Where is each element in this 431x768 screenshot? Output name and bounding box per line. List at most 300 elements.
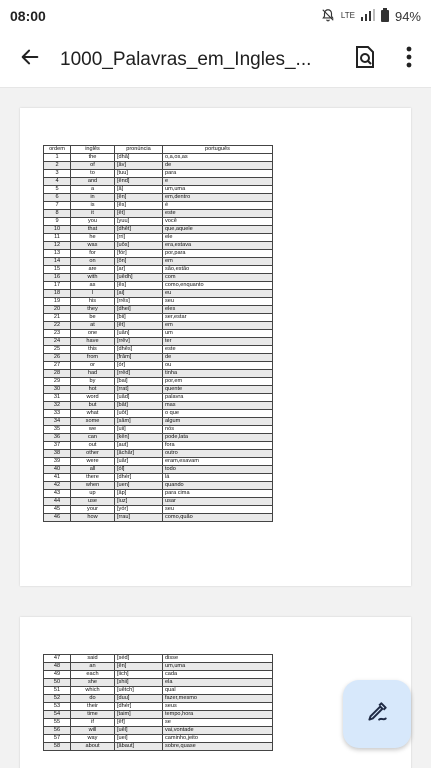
row-pronuncia: [ól] [115, 466, 163, 474]
row-ingles: there [71, 474, 115, 482]
table-row [44, 338, 273, 346]
row-portugues: em,dentro [163, 194, 273, 202]
row-ordem: 54 [44, 711, 71, 719]
status-bar [0, 0, 431, 32]
row-ordem: 10 [44, 226, 71, 234]
row-pronuncia: [bai] [115, 378, 163, 386]
header-portugues: português [163, 146, 273, 154]
table-row [44, 242, 273, 250]
row-pronuncia: [dhâ] [115, 154, 163, 162]
table-row [44, 354, 273, 362]
row-ingles: by [71, 378, 115, 386]
row-pronuncia: [uei] [115, 735, 163, 743]
row-ingles: had [71, 370, 115, 378]
row-ordem: 32 [44, 402, 71, 410]
row-ordem: 15 [44, 266, 71, 274]
row-portugues: todo [163, 466, 273, 474]
row-ordem: 1 [44, 154, 71, 162]
row-portugues: era,estava [163, 242, 273, 250]
table-row [44, 370, 273, 378]
row-pronuncia: [uôt] [115, 410, 163, 418]
row-ingles: to [71, 170, 115, 178]
table-row [44, 474, 273, 482]
row-pronuncia: [uen] [115, 482, 163, 490]
table-row [44, 458, 273, 466]
row-ingles: this [71, 346, 115, 354]
row-ordem: 24 [44, 338, 71, 346]
row-portugues: são,estão [163, 266, 273, 274]
edit-sparkle-icon [364, 699, 390, 730]
row-ordem: 44 [44, 498, 71, 506]
row-pronuncia: [séd] [115, 655, 163, 663]
table-row [44, 434, 273, 442]
pdf-viewer[interactable] [0, 88, 431, 768]
row-ingles: each [71, 671, 115, 679]
row-ordem: 47 [44, 655, 71, 663]
row-ordem: 34 [44, 418, 71, 426]
table-row [44, 378, 273, 386]
row-ingles: which [71, 687, 115, 695]
row-portugues: por,em [163, 378, 273, 386]
row-ordem: 23 [44, 330, 71, 338]
table-row [44, 410, 273, 418]
row-ingles: was [71, 242, 115, 250]
row-portugues: vai,vontade [163, 727, 273, 735]
table-row [44, 306, 273, 314]
row-ingles: the [71, 154, 115, 162]
row-ordem: 52 [44, 695, 71, 703]
table-row [44, 679, 273, 687]
table-row [44, 314, 273, 322]
table-row [44, 426, 273, 434]
row-pronuncia: [sâm] [115, 418, 163, 426]
row-portugues: é [163, 202, 273, 210]
table-row [44, 186, 273, 194]
row-portugues: quente [163, 386, 273, 394]
row-ordem: 12 [44, 242, 71, 250]
row-pronuncia: [rrês] [115, 298, 163, 306]
row-pronuncia: [rrau] [115, 514, 163, 522]
table-row [44, 330, 273, 338]
row-ordem: 11 [44, 234, 71, 242]
row-pronuncia: [rri] [115, 234, 163, 242]
row-portugues: de [163, 354, 273, 362]
row-pronuncia: [yuu] [115, 218, 163, 226]
row-ordem: 39 [44, 458, 71, 466]
header-ordem: ordem [44, 146, 71, 154]
row-portugues: algum [163, 418, 273, 426]
row-portugues: eu [163, 290, 273, 298]
row-pronuncia: [uêl] [115, 727, 163, 735]
row-portugues: este [163, 210, 273, 218]
row-pronuncia: [rrat] [115, 386, 163, 394]
row-pronuncia: [ôn] [115, 258, 163, 266]
status-icons [321, 8, 421, 25]
row-portugues: mas [163, 402, 273, 410]
table-row [44, 194, 273, 202]
row-portugues: ou [163, 362, 273, 370]
table-row [44, 743, 273, 751]
row-portugues: qual [163, 687, 273, 695]
row-portugues: caminho,jeito [163, 735, 273, 743]
row-ingles: can [71, 434, 115, 442]
table-row [44, 663, 273, 671]
row-portugues: por,para [163, 250, 273, 258]
network-label: LTE [340, 11, 355, 20]
table-row [44, 466, 273, 474]
table-row [44, 671, 273, 679]
table-row [44, 735, 273, 743]
row-pronuncia: [aut] [115, 442, 163, 450]
row-portugues: cada [163, 671, 273, 679]
row-portugues: fora [163, 442, 273, 450]
row-portugues: seu [163, 298, 273, 306]
search-document-button[interactable] [343, 32, 387, 88]
row-portugues: em [163, 258, 273, 266]
row-ingles: they [71, 306, 115, 314]
arrow-left-icon [19, 46, 41, 73]
row-ingles: your [71, 506, 115, 514]
row-pronuncia: [âp] [115, 490, 163, 498]
row-ordem: 56 [44, 727, 71, 735]
row-ingles: and [71, 178, 115, 186]
row-ingles: is [71, 202, 115, 210]
row-ingles: hot [71, 386, 115, 394]
row-ingles: it [71, 210, 115, 218]
row-ordem: 30 [44, 386, 71, 394]
row-pronuncia: [rrêd] [115, 370, 163, 378]
table-row [44, 322, 273, 330]
row-pronuncia: [dhei] [115, 306, 163, 314]
table-row [44, 498, 273, 506]
row-ingles: a [71, 186, 115, 194]
row-portugues: eram,esavam [163, 458, 273, 466]
row-ordem: 13 [44, 250, 71, 258]
row-ingles: all [71, 466, 115, 474]
row-pronuncia: [êt] [115, 210, 163, 218]
row-ordem: 42 [44, 482, 71, 490]
battery-icon [381, 8, 389, 25]
row-portugues: quando [163, 482, 273, 490]
row-portugues: ser,estar [163, 314, 273, 322]
row-pronuncia: [uêdh] [115, 274, 163, 282]
row-ordem: 4 [44, 178, 71, 186]
row-ingles: she [71, 679, 115, 687]
row-portugues: com [163, 274, 273, 282]
row-pronuncia: [bii] [115, 314, 163, 322]
row-pronuncia: [uôs] [115, 242, 163, 250]
row-ingles: use [71, 498, 115, 506]
row-ingles: he [71, 234, 115, 242]
table-row [44, 695, 273, 703]
row-portugues: que,aquele [163, 226, 273, 234]
row-pronuncia: [âbaut] [115, 743, 163, 751]
row-portugues: um,uma [163, 663, 273, 671]
row-pronuncia: [bât] [115, 402, 163, 410]
row-ingles: how [71, 514, 115, 522]
row-ingles: will [71, 727, 115, 735]
table-body [44, 655, 273, 751]
table-row [44, 274, 273, 282]
table-row [44, 202, 273, 210]
row-ingles: I [71, 290, 115, 298]
table-row [44, 210, 273, 218]
row-pronuncia: [êf] [115, 719, 163, 727]
row-ordem: 55 [44, 719, 71, 727]
table-row [44, 655, 273, 663]
row-ingles: at [71, 322, 115, 330]
row-portugues: pode,lata [163, 434, 273, 442]
row-ingles: but [71, 402, 115, 410]
row-ingles: up [71, 490, 115, 498]
row-portugues: tempo,hora [163, 711, 273, 719]
table-row [44, 727, 273, 735]
row-portugues: você [163, 218, 273, 226]
row-pronuncia: [iich] [115, 671, 163, 679]
table-row [44, 298, 273, 306]
row-portugues: o,a,os,as [163, 154, 273, 162]
row-ingles: if [71, 719, 115, 727]
app-bar [0, 32, 431, 88]
row-pronuncia: [ên] [115, 194, 163, 202]
row-portugues: palavra [163, 394, 273, 402]
row-pronuncia: [ên] [115, 663, 163, 671]
row-pronuncia: [âv] [115, 162, 163, 170]
word-table-page-1 [43, 145, 273, 522]
row-pronuncia: [dhér] [115, 474, 163, 482]
row-ordem: 22 [44, 322, 71, 330]
row-pronuncia: [iuz] [115, 498, 163, 506]
mute-bell-icon [321, 8, 335, 25]
table-row [44, 346, 273, 354]
row-ingles: were [71, 458, 115, 466]
row-ingles: have [71, 338, 115, 346]
row-portugues: disse [163, 655, 273, 663]
row-pronuncia: [dhér] [115, 703, 163, 711]
table-row [44, 282, 273, 290]
table-row [44, 218, 273, 226]
row-pronuncia: [dhês] [115, 346, 163, 354]
battery-percent: 94% [394, 8, 421, 24]
row-pronuncia: [yór] [115, 506, 163, 514]
row-pronuncia: [duu] [115, 695, 163, 703]
row-ordem: 49 [44, 671, 71, 679]
row-ingles: about [71, 743, 115, 751]
row-ordem: 8 [44, 210, 71, 218]
header-pronuncia: pronúncia [115, 146, 163, 154]
row-ordem: 14 [44, 258, 71, 266]
row-ordem: 9 [44, 218, 71, 226]
row-portugues: fazer,mesmo [163, 695, 273, 703]
row-ordem: 19 [44, 298, 71, 306]
row-ingles: one [71, 330, 115, 338]
row-pronuncia: [uâd] [115, 394, 163, 402]
row-portugues: e [163, 178, 273, 186]
status-time: 08:00 [10, 8, 46, 24]
pdf-page-1 [20, 108, 411, 586]
table-row [44, 711, 273, 719]
row-ingles: what [71, 410, 115, 418]
row-pronuncia: [ai] [115, 290, 163, 298]
row-ordem: 25 [44, 346, 71, 354]
row-portugues: ter [163, 338, 273, 346]
row-ordem: 26 [44, 354, 71, 362]
row-ingles: as [71, 282, 115, 290]
table-row [44, 226, 273, 234]
row-ingles: an [71, 663, 115, 671]
table-row [44, 506, 273, 514]
row-ingles: for [71, 250, 115, 258]
row-pronuncia: [uii] [115, 426, 163, 434]
row-portugues: de [163, 162, 273, 170]
row-pronuncia: [ês] [115, 282, 163, 290]
row-ordem: 27 [44, 362, 71, 370]
row-pronuncia: [tuu] [115, 170, 163, 178]
table-row [44, 290, 273, 298]
more-options-button[interactable] [387, 32, 431, 88]
row-ingles: time [71, 711, 115, 719]
row-ingles: with [71, 274, 115, 282]
row-ordem: 18 [44, 290, 71, 298]
row-pronuncia: [uêtch] [115, 687, 163, 695]
row-ordem: 53 [44, 703, 71, 711]
row-ingles: you [71, 218, 115, 226]
table-row [44, 258, 273, 266]
row-ordem: 57 [44, 735, 71, 743]
row-ordem: 29 [44, 378, 71, 386]
row-ingles: we [71, 426, 115, 434]
row-pronuncia: [ênd] [115, 178, 163, 186]
row-ordem: 3 [44, 170, 71, 178]
table-row [44, 482, 273, 490]
row-ordem: 46 [44, 514, 71, 522]
table-row [44, 490, 273, 498]
row-pronuncia: [uân] [115, 330, 163, 338]
table-row [44, 154, 273, 162]
row-ordem: 48 [44, 663, 71, 671]
table-row [44, 250, 273, 258]
row-pronuncia: [ês] [115, 202, 163, 210]
row-ordem: 43 [44, 490, 71, 498]
row-portugues: ele [163, 234, 273, 242]
row-pronuncia: [taim] [115, 711, 163, 719]
table-row [44, 418, 273, 426]
row-pronuncia: [shii] [115, 679, 163, 687]
row-ordem: 31 [44, 394, 71, 402]
row-pronuncia: [âchâr] [115, 450, 163, 458]
row-ingles: out [71, 442, 115, 450]
row-pronuncia: [â] [115, 186, 163, 194]
table-row [44, 719, 273, 727]
table-row [44, 170, 273, 178]
row-portugues: eles [163, 306, 273, 314]
row-ingles: his [71, 298, 115, 306]
table-row [44, 703, 273, 711]
row-portugues: se [163, 719, 273, 727]
row-ordem: 28 [44, 370, 71, 378]
row-portugues: este [163, 346, 273, 354]
row-ingles: in [71, 194, 115, 202]
row-ingles: their [71, 703, 115, 711]
row-ordem: 50 [44, 679, 71, 687]
row-portugues: para [163, 170, 273, 178]
table-header [44, 146, 273, 154]
row-ordem: 40 [44, 466, 71, 474]
row-pronuncia: [fór] [115, 250, 163, 258]
row-ingles: when [71, 482, 115, 490]
row-portugues: um [163, 330, 273, 338]
row-portugues: como,enquanto [163, 282, 273, 290]
row-ordem: 35 [44, 426, 71, 434]
row-ingles: word [71, 394, 115, 402]
document-title: 1000_Palavras_em_Ingles_... [60, 48, 312, 70]
table-row [44, 394, 273, 402]
row-ingles: said [71, 655, 115, 663]
row-pronuncia: [rrêv] [115, 338, 163, 346]
table-row [44, 234, 273, 242]
row-ordem: 41 [44, 474, 71, 482]
edit-fab-button[interactable] [343, 680, 411, 748]
row-ordem: 38 [44, 450, 71, 458]
row-portugues: seu [163, 506, 273, 514]
header-ingles: inglês [71, 146, 115, 154]
row-portugues: seus [163, 703, 273, 711]
table-row [44, 442, 273, 450]
row-portugues: um,uma [163, 186, 273, 194]
row-pronuncia: [frâm] [115, 354, 163, 362]
row-ordem: 36 [44, 434, 71, 442]
row-ordem: 37 [44, 442, 71, 450]
row-portugues: outro [163, 450, 273, 458]
row-pronuncia: [uâr] [115, 458, 163, 466]
row-ingles: of [71, 162, 115, 170]
row-portugues: o que [163, 410, 273, 418]
row-ordem: 16 [44, 274, 71, 282]
row-ingles: way [71, 735, 115, 743]
back-button[interactable] [0, 32, 60, 88]
row-ordem: 2 [44, 162, 71, 170]
row-ingles: are [71, 266, 115, 274]
row-ingles: some [71, 418, 115, 426]
row-ordem: 17 [44, 282, 71, 290]
row-ordem: 45 [44, 506, 71, 514]
table-row [44, 162, 273, 170]
table-row [44, 450, 273, 458]
row-pronuncia: [ór] [115, 362, 163, 370]
row-ordem: 21 [44, 314, 71, 322]
row-portugues: em [163, 322, 273, 330]
row-ordem: 51 [44, 687, 71, 695]
row-portugues: para cima [163, 490, 273, 498]
table-row [44, 178, 273, 186]
row-ingles: other [71, 450, 115, 458]
row-portugues: ela [163, 679, 273, 687]
row-portugues: sobre,quase [163, 743, 273, 751]
word-table-page-2 [43, 654, 273, 751]
row-ordem: 58 [44, 743, 71, 751]
signal-icon [361, 9, 375, 24]
row-ordem: 5 [44, 186, 71, 194]
row-pronuncia: [ar] [115, 266, 163, 274]
row-ingles: be [71, 314, 115, 322]
table-row [44, 402, 273, 410]
row-ordem: 7 [44, 202, 71, 210]
table-row [44, 362, 273, 370]
row-portugues: tinha [163, 370, 273, 378]
row-ingles: do [71, 695, 115, 703]
row-ordem: 6 [44, 194, 71, 202]
row-pronuncia: [dhêt] [115, 226, 163, 234]
